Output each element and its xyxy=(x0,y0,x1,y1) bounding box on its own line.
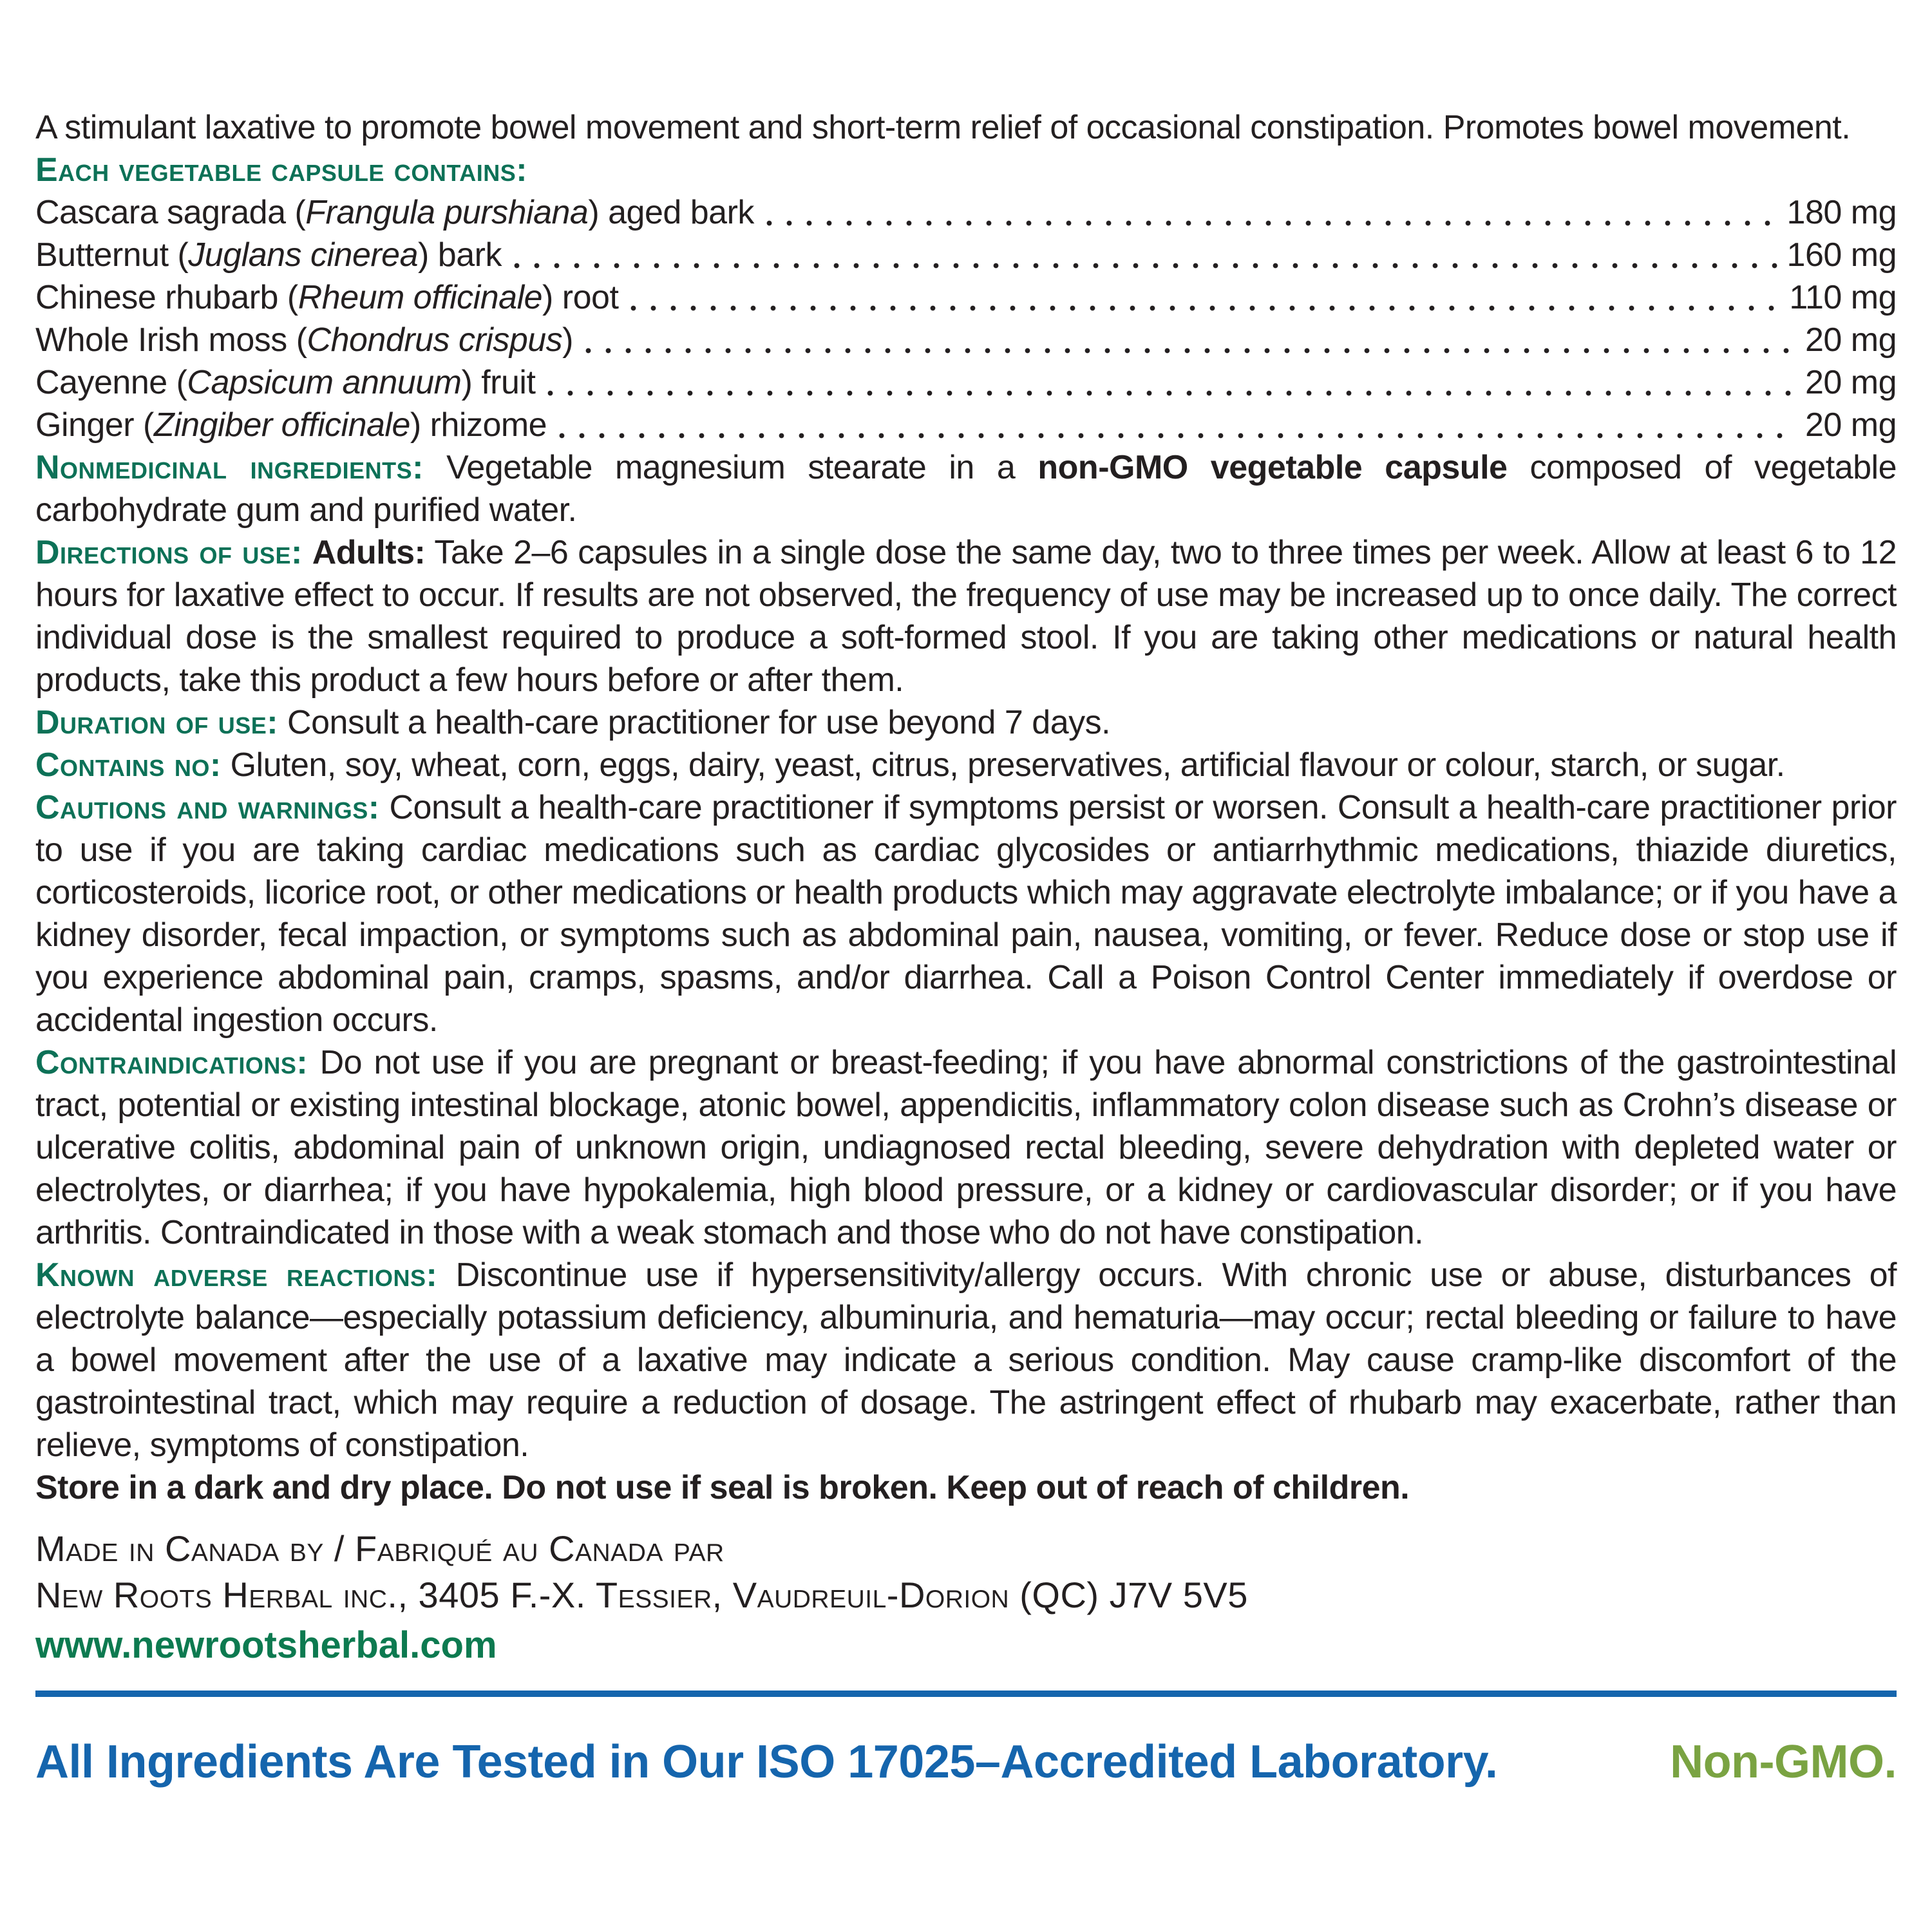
section-contains-no xyxy=(35,744,1897,786)
latin-name: Juglans cinerea xyxy=(188,236,419,274)
storage-warning: Store in a dark and dry place. Do not use if seal is broken. Keep out of reach of children. xyxy=(35,1469,1410,1506)
ingredient-name-part: Ginger ( xyxy=(35,406,154,444)
section-text: Consult a health-care practitioner for use beyond 7 days. xyxy=(287,704,1111,741)
footer-line xyxy=(35,1736,1897,1788)
ingredient-name xyxy=(35,319,573,361)
dot-leader xyxy=(759,191,1778,234)
ingredient-row xyxy=(35,319,1897,361)
ingredient-amount: 20 mg xyxy=(1804,321,1897,359)
section-text: Discontinue use if hypersensitivity/allergy occurs. With chronic use or abuse, disturbances of electrolyte balance—especially potassium deficiency, albuminuria, and hematuria—may occur; rectal bleeding or failure to have a bowel movement after the use of a laxative may indicate a serious condition. May cause cramp-like discomfort of the gastrointestinal tract, which may require a reduction of dosage. The astringent effect of rhubarb may exacerbate, rather than relieve, symptoms of constipation. xyxy=(35,1256,1897,1464)
ingredients-heading: Each vegetable capsule contains: xyxy=(35,151,528,189)
divider-rule xyxy=(35,1690,1897,1697)
section-text: Take 2–6 capsules in a single dose the same day, two to three times per week. Allow at least 6 to 12 hours for laxative effect to occur. If results are not observed, the frequency of use may be increased up to once daily. The correct individual dose is the smallest required to produce a soft-formed stool. If you are taking other medications or natural health products, take this product a few hours before or after them. xyxy=(35,534,1897,699)
ingredient-amount: 180 mg xyxy=(1786,194,1897,231)
section-text: Gluten, soy, wheat, corn, eggs, dairy, yeast, citrus, preservatives, artificial flavour or colour, starch, or sugar. xyxy=(230,746,1785,784)
ingredient-name-part: ) aged bark xyxy=(588,194,754,231)
latin-name: Rheum officinale xyxy=(298,279,543,316)
section-heading: Contraindications: xyxy=(35,1044,308,1081)
dot-leader xyxy=(578,319,1796,361)
section-heading: Directions of use: xyxy=(35,534,303,571)
section-contraindications xyxy=(35,1041,1897,1254)
section-text: composed of vegetable carbohydrate gum and purified water. xyxy=(35,449,1897,529)
ingredient-name-part: ) bark xyxy=(418,236,502,274)
ingredient-name xyxy=(35,276,618,319)
manufacturer-address: New Roots Herbal inc., 3405 F.-X. Tessier, Vaudreuil-Dorion (QC) J7V 5V5 xyxy=(35,1575,1248,1615)
manufacturer-block xyxy=(35,1526,1897,1669)
ingredient-name xyxy=(35,404,547,446)
ingredient-name-part: Cayenne ( xyxy=(35,364,187,401)
ingredient-name-part: Butternut ( xyxy=(35,236,189,274)
section-heading: Cautions and warnings: xyxy=(35,789,380,826)
section-text: Do not use if you are pregnant or breast-feeding; if you have abnormal constrictions of the gastrointestinal tract, potential or existing intestinal blockage, atonic bowel, appendicitis, inflammatory colon disease such as Crohn’s disease or ulcerative colitis, abdominal pain of unknown origin, undiagnosed rectal bleeding, severe dehydration with depleted water or electrolytes, or diarrhea; if you have hypokalemia, high blood pressure, or a kidney or cardiovascular disorder; or if you have arthritis. Contraindicated in those with a weak stomach and those who do not have constipation. xyxy=(35,1044,1897,1251)
ingredient-amount: 160 mg xyxy=(1786,236,1897,274)
ingredient-amount: 110 mg xyxy=(1789,279,1897,316)
section-cautions xyxy=(35,786,1897,1041)
latin-name: Zingiber officinale xyxy=(153,406,410,444)
made-in-canada-line: Made in Canada by / Fabriqué au Canada par xyxy=(35,1528,724,1569)
ingredient-name-part: Whole Irish moss ( xyxy=(35,321,307,359)
ingredient-name-part: ) fruit xyxy=(461,364,536,401)
website-url: www.newrootsherbal.com xyxy=(35,1624,497,1666)
section-text: Consult a health-care practitioner if symptoms persist or worsen. Consult a health-care practitioner prior to use if you are taking cardiac medications such as cardiac glycosides or antiarrhythmic medications, thiazide diuretics, corticosteroids, licorice root, or other medications or health products which may aggravate electrolyte imbalance; or if you have a kidney disorder, fecal impaction, or symptoms such as abdominal pain, nausea, vomiting, or fever. Reduce dose or stop use if you experience abdominal pain, cramps, spasms, and/or diarrhea. Call a Poison Control Center immediately if overdose or accidental ingestion occurs. xyxy=(35,789,1897,1039)
section-heading: Duration of use: xyxy=(35,704,279,741)
section-duration xyxy=(35,701,1897,744)
ingredient-row xyxy=(35,191,1897,234)
ingredients-table xyxy=(35,191,1897,446)
ingredient-name-part: ) root xyxy=(542,279,619,316)
ingredient-amount: 20 mg xyxy=(1804,364,1897,401)
non-gmo-statement: Non-GMO. xyxy=(1670,1736,1897,1788)
dot-leader xyxy=(507,234,1778,276)
latin-name: Chondrus crispus xyxy=(307,321,563,359)
iso-tested-statement: All Ingredients Are Tested in Our ISO 17025–Accredited Laboratory. xyxy=(35,1736,1498,1788)
section-nonmedicinal xyxy=(35,446,1897,531)
intro-text: A stimulant laxative to promote bowel movement and short-term relief of occasional constipation. Promotes bowel movement. xyxy=(35,109,1851,146)
latin-name: Capsicum annuum xyxy=(187,364,462,401)
section-heading: Contains no: xyxy=(35,746,222,784)
ingredient-row xyxy=(35,276,1897,319)
ingredient-name xyxy=(35,234,502,276)
ingredients-heading-row xyxy=(35,149,1897,191)
section-text: Vegetable magnesium stearate in a xyxy=(446,449,1016,486)
dot-leader xyxy=(552,404,1796,446)
ingredient-amount: 20 mg xyxy=(1804,406,1897,444)
ingredient-row xyxy=(35,361,1897,404)
section-heading: Known adverse reactions: xyxy=(35,1256,438,1294)
ingredient-name-part: ) xyxy=(562,321,573,359)
ingredient-name xyxy=(35,361,535,404)
ingredient-name-part: ) rhizome xyxy=(410,406,547,444)
ingredient-name xyxy=(35,191,754,234)
latin-name: Frangula purshiana xyxy=(305,194,589,231)
ingredient-row xyxy=(35,234,1897,276)
dot-leader xyxy=(623,276,1780,319)
bold-phrase: non-GMO vegetable capsule xyxy=(1037,449,1508,486)
section-directions xyxy=(35,531,1897,701)
ingredient-name-part: Cascara sagrada ( xyxy=(35,194,306,231)
dot-leader xyxy=(540,361,1796,404)
section-adverse-reactions xyxy=(35,1254,1897,1466)
section-heading: Nonmedicinal ingredients: xyxy=(35,449,424,486)
ingredient-name-part: Chinese rhubarb ( xyxy=(35,279,298,316)
ingredient-row xyxy=(35,404,1897,446)
adults-subheading: Adults: xyxy=(312,534,426,571)
